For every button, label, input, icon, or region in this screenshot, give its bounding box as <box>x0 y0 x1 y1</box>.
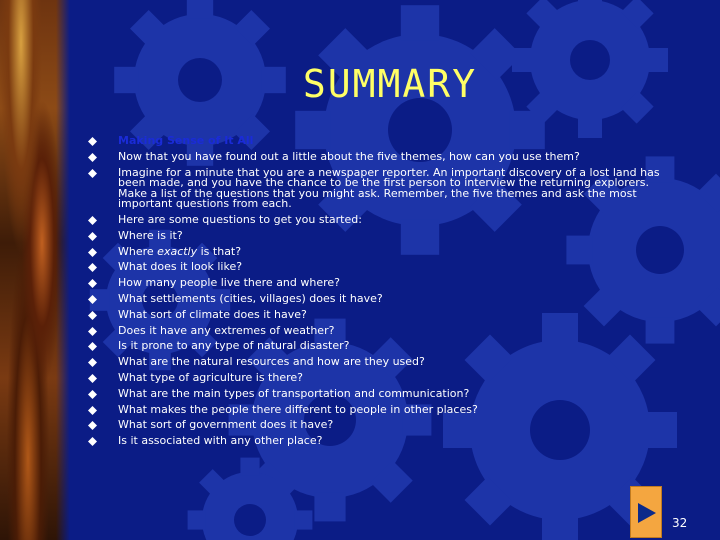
list-item <box>88 370 668 384</box>
diamond-bullet-icon <box>88 437 97 446</box>
list-item-text: What are the natural resources and how are they used? <box>118 355 425 369</box>
list-item <box>88 341 668 352</box>
list-item <box>88 323 668 337</box>
list-item <box>88 165 668 211</box>
diamond-bullet-icon <box>88 153 97 162</box>
diamond-bullet-icon <box>88 216 97 225</box>
list-item <box>88 294 668 305</box>
next-slide-button[interactable] <box>630 486 662 538</box>
list-item-text: What makes the people there different to people in other places? <box>118 402 478 416</box>
list-item <box>88 278 668 289</box>
list-item-text: How many people live there and where? <box>118 276 341 290</box>
list-item <box>88 228 668 242</box>
diamond-bullet-icon <box>88 406 97 415</box>
list-item-text: What are the main types of transportation and communication? <box>118 386 470 400</box>
diamond-bullet-icon <box>88 342 97 351</box>
list-item-text: What settlements (cities, villages) does it have? <box>118 292 383 306</box>
list-item <box>88 149 668 163</box>
list-item-text <box>118 245 241 258</box>
diamond-bullet-icon <box>88 232 97 241</box>
list-item-text-part: Where <box>118 244 158 258</box>
list-item-text: Making Sense of It All <box>118 134 254 147</box>
list-item-text: Where is it? <box>118 228 183 242</box>
list-item <box>88 244 668 258</box>
list-item-text: What sort of government does it have? <box>118 418 334 432</box>
list-item-text: Imagine for a minute that you are a newspaper reporter. An important discovery of a lost land has been made, and you have the chance to be the first person to interview the returning explorers. Make a list of the questions that you might ask. Remember, the five themes and ask the most important questions from each. <box>118 165 660 211</box>
diamond-bullet-icon <box>88 311 97 320</box>
play-triangle-icon <box>636 502 658 524</box>
list-item-text: Is it associated with any other place? <box>118 434 323 448</box>
list-item-text: Does it have any extremes of weather? <box>118 323 335 337</box>
list-item <box>88 386 668 400</box>
list-item-text: Now that you have found out a little about the five themes, how can you use them? <box>118 149 580 163</box>
list-item-text: What does it look like? <box>118 260 243 274</box>
diamond-bullet-icon <box>88 263 97 272</box>
list-item <box>88 402 668 416</box>
list-item <box>88 436 668 447</box>
diamond-bullet-icon <box>88 327 97 336</box>
list-item-text: Here are some questions to get you started: <box>118 213 362 227</box>
diamond-bullet-icon <box>88 248 97 257</box>
list-item-text: Is it prone to any type of natural disaster? <box>118 339 350 353</box>
list-item <box>88 215 668 226</box>
list-item <box>88 136 668 147</box>
slide-title: SUMMARY <box>302 62 478 106</box>
list-item-text-part: is that? <box>197 244 242 258</box>
list-item <box>88 357 668 368</box>
summary-bullet-list <box>88 136 668 452</box>
list-item <box>88 307 668 321</box>
list-item-text: What sort of climate does it have? <box>118 307 307 321</box>
diamond-bullet-icon <box>88 358 97 367</box>
diamond-bullet-icon <box>88 421 97 430</box>
diamond-bullet-icon <box>88 390 97 399</box>
emphasis-text: exactly <box>157 244 198 258</box>
diamond-bullet-icon <box>88 137 97 146</box>
list-item <box>88 420 668 431</box>
diamond-bullet-icon <box>88 295 97 304</box>
diamond-bullet-icon <box>88 374 97 383</box>
diamond-bullet-icon <box>88 279 97 288</box>
page-number: 32 <box>672 516 688 530</box>
list-item <box>88 262 668 273</box>
diamond-bullet-icon <box>88 169 97 178</box>
list-item-text: What type of agriculture is there? <box>118 370 303 384</box>
